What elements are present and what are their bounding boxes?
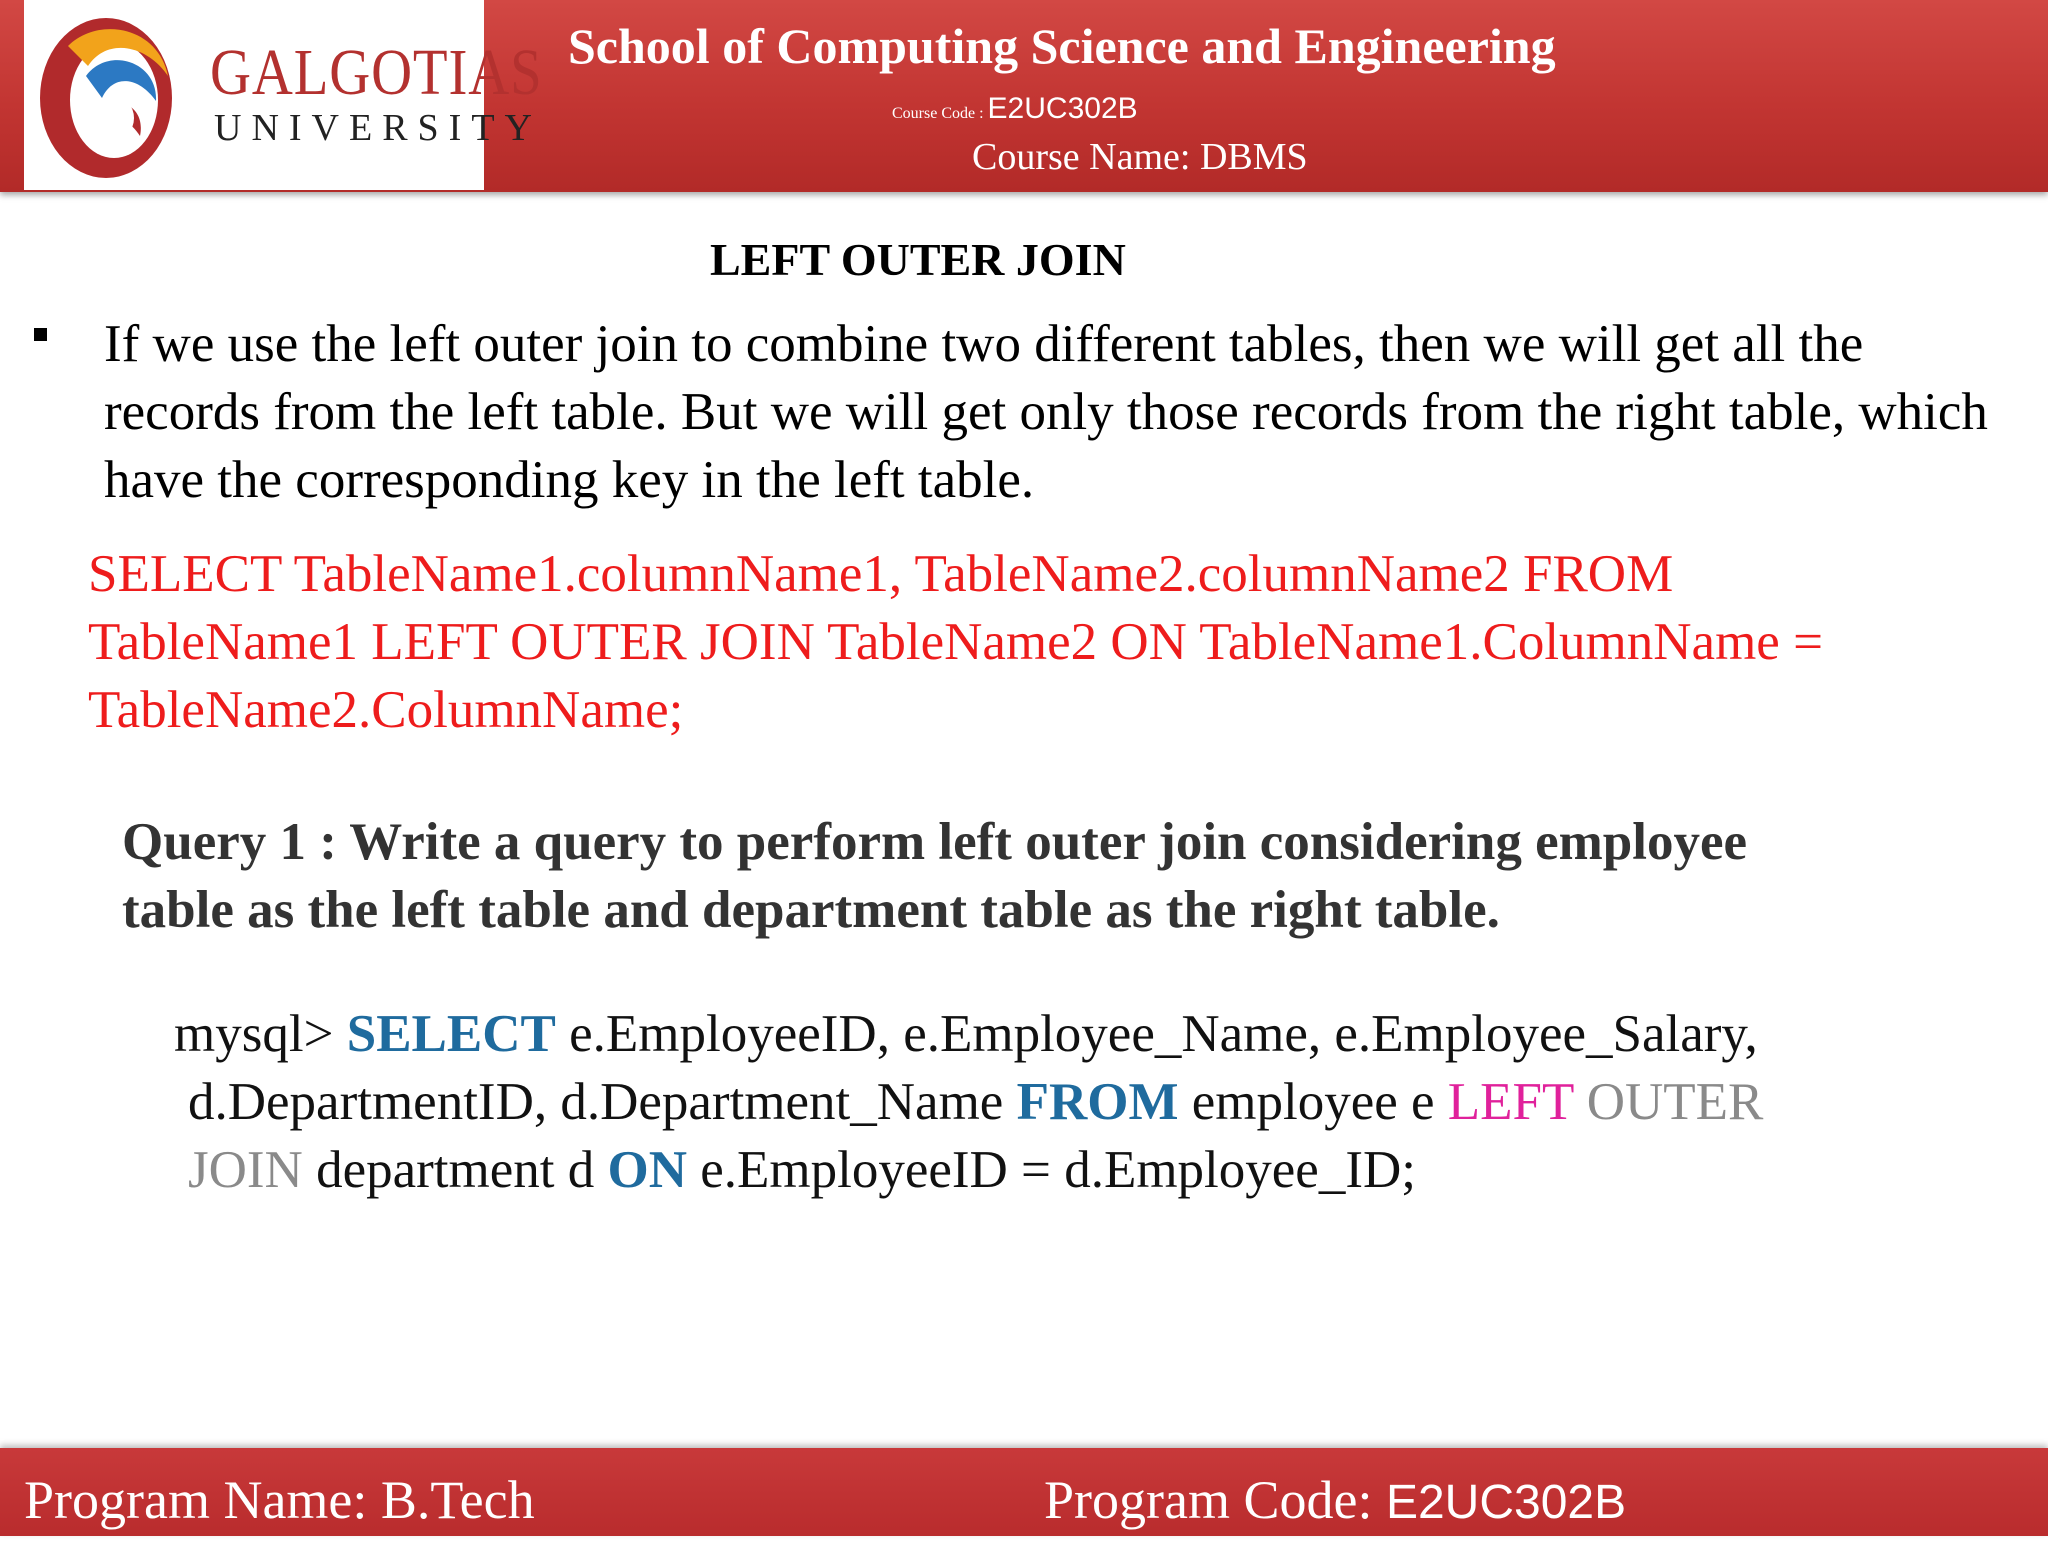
university-logo xyxy=(24,0,543,190)
join-syntax xyxy=(88,540,2008,744)
course-name: Course Name: DBMS xyxy=(972,136,1308,178)
program-code-label: Program Code: xyxy=(1044,1470,1386,1530)
query-line: Query 1 : Write a query to perform left outer join considering employee xyxy=(122,813,1748,871)
logo-subtitle: UNIVERSITY xyxy=(214,107,542,149)
slide-footer xyxy=(0,1448,2048,1536)
program-code xyxy=(1044,1468,1626,1546)
code-line xyxy=(174,1000,2014,1068)
course-code xyxy=(892,84,1138,139)
query-heading xyxy=(122,808,2002,944)
logo-name: GALGOTIAS xyxy=(210,36,543,109)
code-segment: e.EmployeeID = d.Employee_ID; xyxy=(686,1141,1416,1199)
keyword-from: FROM xyxy=(1016,1073,1179,1131)
query-line: table as the left table and department table as the right table. xyxy=(122,881,1500,939)
code-segment: employee e xyxy=(1178,1073,1448,1131)
program-code-value: E2UC302B xyxy=(1385,1476,1627,1529)
square-bullet-icon xyxy=(34,328,47,341)
code-segment: d.DepartmentID, d.Department_Name xyxy=(188,1073,1017,1131)
code-line xyxy=(174,1136,2014,1204)
mysql-code-block xyxy=(174,1000,2014,1204)
slide-header xyxy=(0,0,2048,192)
code-segment: e.EmployeeID, e.Employee_Name, e.Employee_Salary, xyxy=(555,1005,1758,1063)
keyword-join: JOIN xyxy=(188,1141,303,1199)
code-segment: department d xyxy=(302,1141,608,1199)
mysql-prompt: mysql> xyxy=(174,1005,347,1063)
school-name: School of Computing Science and Engineering xyxy=(568,18,1556,74)
bullet-paragraph: If we use the left outer join to combine two different tables, then we will get all the records from the left table. But we will get only those records from the right table, which have the corresponding key in the left table. xyxy=(104,315,1988,509)
keyword-outer: OUTER xyxy=(1573,1073,1764,1131)
galgotias-swirl-icon xyxy=(28,6,188,186)
syntax-line: TableName2.ColumnName; xyxy=(88,681,684,739)
keyword-left: LEFT xyxy=(1447,1073,1574,1131)
slide-title: LEFT OUTER JOIN xyxy=(710,234,1126,285)
program-name: Program Name: B.Tech xyxy=(24,1470,535,1530)
keyword-select: SELECT xyxy=(346,1005,556,1063)
keyword-on: ON xyxy=(607,1141,687,1199)
course-code-label: Course Code : xyxy=(892,105,984,122)
course-code-value: E2UC302B xyxy=(987,92,1138,125)
syntax-line: TableName1 LEFT OUTER JOIN TableName2 ON TableName1.ColumnName = xyxy=(88,613,1823,671)
syntax-line: SELECT TableName1.columnName1, TableName2.columnName2 FROM xyxy=(88,545,1674,603)
code-line xyxy=(174,1068,2014,1136)
